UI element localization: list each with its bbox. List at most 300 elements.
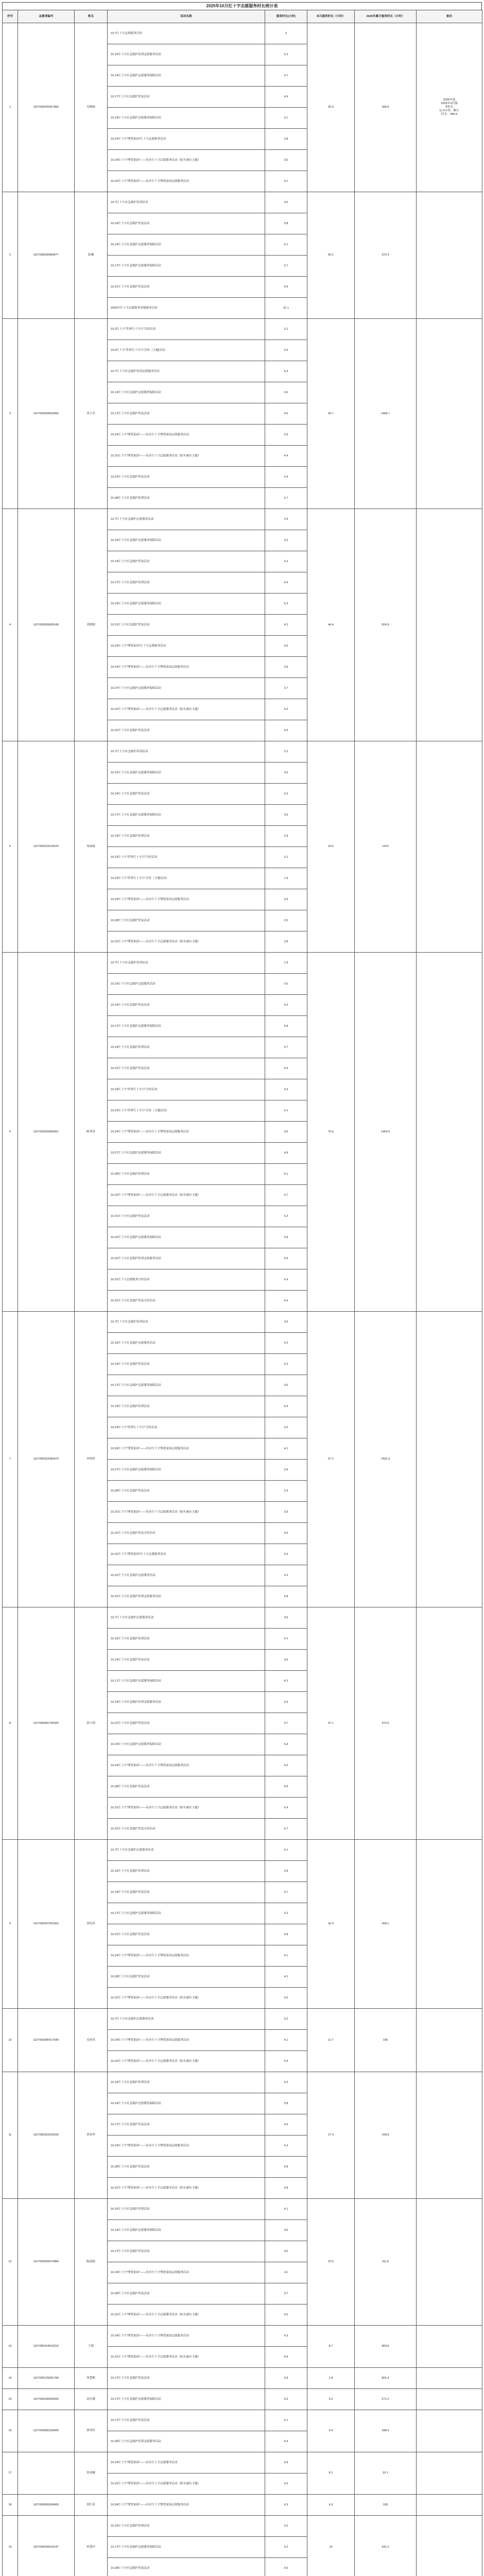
activity-cell: 10.17红十字应急救护志愿服务保障活动: [108, 1016, 265, 1037]
activity-hours-cell: 5.4: [265, 1734, 307, 1755]
activity-hours-cell: 3.5: [265, 762, 307, 784]
activity-hours-cell: 4.6: [265, 2114, 307, 2136]
month-total-cell: 29.6: [307, 741, 355, 953]
table-row: [3, 2516, 482, 2537]
table-row: [3, 2389, 482, 2410]
year-total-cell: 1476: [355, 741, 417, 953]
activity-cell: 10.31红十字“博爱家园”——社区红十字志愿服务活动（防灾减灾主题）: [108, 2051, 265, 2072]
activity-cell: 10.7红十字应急救护培训活动: [108, 192, 265, 213]
activity-hours-cell: 3.9: [265, 1227, 307, 1248]
activity-cell: 10.21红十字应急救护普及活动: [108, 1924, 265, 1945]
volunteer-name-cell: 吴桂英: [75, 2009, 108, 2072]
activity-hours-cell: 3.6: [265, 150, 307, 171]
activity-cell: 10.7红十字应急救护志愿服务活动: [108, 2009, 265, 2030]
activity-cell: 10.2红十字“世界红十字日”宣传活动: [108, 319, 265, 340]
activity-cell: 10.31红十字应急救护志愿服务活动: [108, 1565, 265, 1586]
volunteer-id-cell: GZY000309928148: [18, 509, 75, 741]
volunteer-id-cell: GZY000225457983: [18, 23, 75, 192]
hours-table: [2, 10, 482, 2576]
activity-hours-cell: 5.2: [265, 1206, 307, 1227]
activity-cell: 10.17红十字应急救护普及活动: [108, 2114, 265, 2136]
volunteer-name-cell: 张小明: [75, 1607, 108, 1840]
col-seq: 序号: [3, 10, 18, 23]
activity-hours-cell: 2.4: [265, 509, 307, 530]
activity-hours-cell: 5.2: [265, 2537, 307, 2558]
volunteer-name-cell: 周丽丽: [75, 741, 108, 953]
activity-hours-cell: 5.3: [265, 2389, 307, 2410]
activity-cell: 10.28红十字应急救护普及活动: [108, 910, 265, 931]
activity-cell: 10.31红十字志愿服务宣传活动: [108, 1269, 265, 1291]
year-total-cell: 863.8: [355, 2326, 417, 2368]
timesheet: [2, 2, 482, 2576]
month-total-cell: 32.4: [307, 1840, 355, 2009]
activity-cell: 10.17红十字应急救护培训活动: [108, 572, 265, 594]
activity-cell: 10.24红十字“博爱家园”——社区红十字博爱家园志愿服务活动: [108, 2495, 265, 2516]
seq-cell: 1: [3, 23, 18, 192]
month-total-cell: 2.8: [307, 2368, 355, 2389]
activity-cell: 10.14红十字应急救护志愿服务保障活动: [108, 234, 265, 256]
activity-hours-cell: 4.4: [265, 2051, 307, 2072]
year-total-cell: 165: [355, 2009, 417, 2072]
activity-hours-cell: 4.8: [265, 1924, 307, 1945]
sheet-title: 2025年10月红十字志愿服务时长统计表: [2, 2, 482, 10]
activity-hours-cell: 4.3: [265, 2326, 307, 2347]
activity-cell: 10.21红十字应急救护普及活动: [108, 1058, 265, 1079]
note-cell: [417, 2495, 482, 2516]
seq-cell: 3: [3, 319, 18, 509]
activity-cell: 10.31红十字应急救护普及活动: [108, 720, 265, 741]
activity-cell: 10.24红十字“博爱家园”——社区红十字志愿服务活动（防灾减灾主题）: [108, 150, 265, 171]
note-cell: [417, 2199, 482, 2326]
activity-cell: 10.7红十字应急救护培训活动: [108, 1312, 265, 1333]
activity-cell: 10.10红十字应急救护志愿服务保障活动: [108, 762, 265, 784]
volunteer-id-cell: GZY000315019476: [18, 741, 75, 953]
activity-hours-cell: 4.9: [265, 87, 307, 108]
month-total-cell: 11.7: [307, 2009, 355, 2072]
activity-hours-cell: 3.7: [265, 1882, 307, 1903]
activity-cell: 10.17红十字应急救护普及活动: [108, 403, 265, 425]
activity-cell: 10.31红十字应急救护普及宣传活动: [108, 1523, 265, 1544]
header-row: [3, 10, 482, 23]
activity-cell: 10.24红十字“博爱家园”——社区红十字博爱家园志愿服务活动: [108, 425, 265, 446]
activity-hours-cell: 3.6: [265, 1312, 307, 1333]
note-cell: [417, 2009, 482, 2072]
activity-hours-cell: 3.8: [265, 129, 307, 150]
activity-cell: 10.6红十字“世界红十字日”宣传（主题活动）: [108, 340, 265, 361]
activity-cell: 10.23红十字“世界红十字日”宣传活动: [108, 847, 265, 868]
volunteer-id-cell: GZY000325574084: [18, 2199, 75, 2326]
activity-cell: 10.14红十字应急救护普及活动: [108, 551, 265, 572]
seq-cell: 16: [3, 2410, 18, 2452]
activity-hours-cell: 3.7: [265, 2283, 307, 2304]
activity-hours-cell: 3.2: [265, 2009, 307, 2030]
activity-hours-cell: 4.9: [265, 1776, 307, 1798]
activity-hours-cell: 3.9: [265, 425, 307, 446]
year-total-cell: 306.8: [355, 23, 417, 192]
volunteer-name-cell: 吴晓丽: [75, 23, 108, 192]
activity-cell: 10.28红十字应急救护普及活动: [108, 2283, 265, 2304]
note-cell: [417, 953, 482, 1312]
table-row: [3, 2009, 482, 2030]
activity-cell: 10.17红十字应急救护志愿服务保障活动: [108, 1375, 265, 1396]
volunteer-id-cell: GZY000320684951: [18, 953, 75, 1312]
table-row: [3, 509, 482, 530]
activity-cell: 10.28红十字应急救护普及活动: [108, 2558, 265, 2576]
col-hours: 服务时长(小时): [265, 10, 307, 23]
activity-hours-cell: 4.1: [265, 171, 307, 192]
activity-hours-cell: 3.8: [265, 931, 307, 953]
seq-cell: 5: [3, 741, 18, 953]
activity-cell: 10.31红十字“博爱家园”——社区红十字博爱家园志愿服务活动: [108, 171, 265, 192]
activity-hours-cell: 2.9: [265, 826, 307, 847]
activity-cell: 10.10红十字应急救护培训志愿服务活动: [108, 44, 265, 65]
seq-cell: 7: [3, 1312, 18, 1607]
activity-cell: 10.28红十字应急救护培训活动: [108, 1164, 265, 1185]
col-note: 备注: [417, 10, 482, 23]
activity-hours-cell: 3.8: [265, 1861, 307, 1882]
activity-cell: 10.28红十字应急救护培训活动: [108, 488, 265, 509]
activity-cell: 10.19红十字应急救护培训活动: [108, 826, 265, 847]
volunteer-id-cell: GZY000396417549: [18, 2009, 75, 2072]
activity-hours-cell: 4.1: [265, 1438, 307, 1460]
year-total-cell: 311.9: [355, 2199, 417, 2326]
volunteer-name-cell: 李婷婷: [75, 1312, 108, 1607]
table-row: [3, 2495, 482, 2516]
activity-hours-cell: 3.6: [265, 2220, 307, 2241]
table-row: [3, 192, 482, 213]
activity-cell: 10.31红十字应急救护志愿服务保障活动: [108, 1227, 265, 1248]
col-name: 姓名: [75, 10, 108, 23]
activity-hours-cell: 2.7: [265, 488, 307, 509]
activity-cell: 10.19红十字应急救护培训活动: [108, 1396, 265, 1417]
volunteer-name-cell: 胡红英: [75, 2495, 108, 2516]
activity-cell: 10.23红十字“世界红十字日”宣传（主题活动）: [108, 1100, 265, 1122]
activity-hours-cell: 4.9: [265, 277, 307, 298]
activity-cell: 10.24红十字“博爱家园”——社区红十字志愿服务活动: [108, 2452, 265, 2473]
table-row: [3, 23, 482, 44]
activity-cell: 10.10红十字应急救护普及活动: [108, 213, 265, 234]
volunteer-name-cell: 黄春华: [75, 2072, 108, 2199]
activity-hours-cell: 5.8: [265, 1016, 307, 1037]
activity-hours-cell: 3.9: [265, 657, 307, 678]
activity-cell: 10.10红十字应急救护志愿服务保障活动: [108, 530, 265, 551]
activity-cell: 10.24红十字“博爱家园”红十字志愿服务活动: [108, 636, 265, 657]
activity-hours-cell: 4.2: [265, 1967, 307, 1988]
activity-hours-cell: 5.1: [265, 2410, 307, 2431]
activity-hours-cell: 3.9: [265, 889, 307, 910]
volunteer-name-cell: 张晨曦: [75, 2452, 108, 2495]
activity-cell: 10.28红十字应急救护普及活动: [108, 1481, 265, 1502]
note-cell: [417, 2410, 482, 2452]
activity-hours-cell: 4.3: [265, 2495, 307, 2516]
activity-hours-cell: 4.1: [265, 1840, 307, 1861]
seq-cell: 2: [3, 192, 18, 319]
activity-cell: 10.31红十字“博爱家园”——社区红十字志愿服务活动（防灾减灾主题）: [108, 2473, 265, 2495]
note-cell: [417, 2072, 482, 2199]
year-total-cell: 338.4: [355, 2410, 417, 2452]
activity-cell: 10.7红十字应急救护培训活动: [108, 953, 265, 974]
seq-cell: 14: [3, 2368, 18, 2389]
volunteer-name-cell: 刘月娥: [75, 2389, 108, 2410]
activity-hours-cell: 4.4: [265, 1396, 307, 1417]
note-cell: [417, 192, 482, 319]
activity-cell: 10.23红十字应急救护志愿服务保障活动: [108, 1734, 265, 1755]
seq-cell: 17: [3, 2452, 18, 2495]
activity-hours-cell: 4.7: [265, 1185, 307, 1206]
seq-cell: 12: [3, 2199, 18, 2326]
volunteer-id-cell: GZY000290984677: [18, 192, 75, 319]
month-total-cell: 8.7: [307, 2326, 355, 2368]
activity-hours-cell: 4.3: [265, 2431, 307, 2452]
activity-cell: 10.19红十字应急救护志愿服务保障活动: [108, 108, 265, 129]
activity-hours-cell: 4.2: [265, 699, 307, 720]
activity-cell: 10.7红十字志愿服务宣传: [108, 23, 265, 44]
activity-cell: 10.7红十字应急救护志愿服务活动: [108, 1607, 265, 1629]
activity-hours-cell: 4.2: [265, 1565, 307, 1586]
seq-cell: 18: [3, 2495, 18, 2516]
activity-cell: 10.31红十字“博爱家园”——社区红十字志愿服务活动（防灾减灾主题）: [108, 1988, 265, 2009]
activity-hours-cell: 3.2: [265, 1903, 307, 1924]
activity-cell: 10.31红十字“博爱家园”——社区红十字志愿服务活动（防灾减灾主题）: [108, 446, 265, 467]
activity-hours-cell: 5.2: [265, 44, 307, 65]
activity-hours-cell: 4.1: [265, 1945, 307, 1967]
activity-hours-cell: 4.1: [265, 2030, 307, 2051]
activity-cell: 10.14红十字应急救护普及活动: [108, 784, 265, 805]
activity-cell: 10.14红十字应急救护志愿服务保障活动: [108, 382, 265, 403]
volunteer-id-cell: GZY000166540456: [18, 2389, 75, 2410]
note-cell: 2025年度 2025年9月服 务时长 11.9小时，累计 时长：289.9: [417, 23, 482, 192]
seq-cell: 8: [3, 1607, 18, 1840]
activity-cell: 10.31红十字“博爱家园”——社区红十字志愿服务活动（防灾减灾主题）: [108, 699, 265, 720]
seq-cell: 15: [3, 2389, 18, 2410]
activity-cell: 10.31红十字“博爱家园”——社区红十字志愿服务活动（防灾减灾主题）: [108, 2178, 265, 2199]
activity-hours-cell: 4.6: [265, 1523, 307, 1544]
seq-cell: 10: [3, 2009, 18, 2072]
activity-hours-cell: 3.8: [265, 213, 307, 234]
activity-hours-cell: 4.4: [265, 361, 307, 382]
volunteer-id-cell: GZY000125081794: [18, 2368, 75, 2389]
note-cell: [417, 1312, 482, 1607]
activity-hours-cell: 4.1: [265, 2199, 307, 2220]
activity-hours-cell: 5.8: [265, 2157, 307, 2178]
activity-cell: 10.23红十字“世界红十字日”宣传活动: [108, 1079, 265, 1100]
seq-cell: 9: [3, 1840, 18, 2009]
activity-cell: 10.23红十字“世界红十字日”宣传（主题活动）: [108, 868, 265, 889]
month-total-cell: 75.5: [307, 953, 355, 1312]
activity-hours-cell: 4.1: [265, 2262, 307, 2283]
volunteer-id-cell: GZY000299003450: [18, 319, 75, 509]
activity-hours-cell: 2.8: [265, 2368, 307, 2389]
note-cell: [417, 1840, 482, 2009]
activity-hours-cell: 2.5: [265, 1417, 307, 1438]
activity-hours-cell: 4.4: [265, 1291, 307, 1312]
month-total-cell: 27.4: [307, 2072, 355, 2199]
activity-cell: 10.24红十字“博爱家园”——社区红十字博爱家园志愿服务活动: [108, 1755, 265, 1776]
activity-cell: 10.28红十字应急救护培训志愿服务活动: [108, 2431, 265, 2452]
year-total-cell: 1458.7: [355, 319, 417, 509]
activity-hours-cell: 3.3: [265, 1079, 307, 1100]
activity-hours-cell: 3.9: [265, 2452, 307, 2473]
activity-hours-cell: 5.4: [265, 1269, 307, 1291]
activity-cell: 10.31红十字“博爱家园”——社区红十字志愿服务活动（防灾减灾主题）: [108, 1798, 265, 1819]
activity-hours-cell: 4.2: [265, 2072, 307, 2093]
seq-cell: 4: [3, 509, 18, 741]
activity-hours-cell: 2.2: [265, 741, 307, 762]
table-row: [3, 2326, 482, 2347]
activity-cell: 10.7红十字应急救护培训活动: [108, 741, 265, 762]
activity-cell: 10.24红十字“博爱家园”——社区红十字博爱家园志愿服务活动: [108, 1438, 265, 1460]
activity-hours-cell: 2.5: [265, 910, 307, 931]
volunteer-name-cell: 廖翠萍: [75, 2410, 108, 2452]
activity-hours-cell: 4.2: [265, 1333, 307, 1354]
month-total-cell: 5.3: [307, 2389, 355, 2410]
activity-cell: 10.17红十字应急救护普及活动: [108, 2241, 265, 2262]
year-total-cell: 541.3: [355, 2516, 417, 2576]
seq-cell: 19: [3, 2516, 18, 2576]
activity-cell: 10.23红十字应急救护普及活动: [108, 467, 265, 488]
activity-hours-cell: 4.2: [265, 2473, 307, 2495]
month-total-cell: 8.1: [307, 2452, 355, 2495]
activity-cell: 10.28红十字应急救护普及活动: [108, 1776, 265, 1798]
activity-cell: 10.28红十字应急救护普及活动: [108, 2157, 265, 2178]
activity-hours-cell: 4.6: [265, 2558, 307, 2576]
note-cell: [417, 1607, 482, 1840]
activity-hours-cell: 1.9: [265, 953, 307, 974]
year-total-cell: 271.2: [355, 2389, 417, 2410]
year-total-cell: 1464.9: [355, 953, 417, 1312]
activity-cell: 10.27红十字应急救护志愿服务保障活动: [108, 678, 265, 699]
seq-cell: 13: [3, 2326, 18, 2368]
col-month-total: 本月服务时长（小时）: [307, 10, 355, 23]
activity-cell: 10.10红十字应急救护培训活动: [108, 2072, 265, 2093]
activity-hours-cell: 4.2: [265, 2516, 307, 2537]
activity-hours-cell: 4.2: [265, 551, 307, 572]
note-cell: [417, 2326, 482, 2368]
volunteer-name-cell: 邓子杰: [75, 319, 108, 509]
year-total-cell: 459.1: [355, 1840, 417, 2009]
activity-hours-cell: 4.1: [265, 234, 307, 256]
activity-cell: 10.31红十字“博爱家园”——社区红十字志愿服务活动（防灾减灾主题）: [108, 1502, 265, 1523]
volunteer-name-cell: 王娟: [75, 2326, 108, 2368]
activity-hours-cell: 31.1: [265, 298, 307, 319]
activity-hours-cell: 5.4: [265, 1798, 307, 1819]
activity-hours-cell: 2.1: [265, 319, 307, 340]
activity-hours-cell: 3.2: [265, 784, 307, 805]
table-row: [3, 2072, 482, 2093]
table-row: [3, 319, 482, 340]
activity-hours-cell: 3.5: [265, 2241, 307, 2262]
volunteer-name-cell: 刘凤英: [75, 1840, 108, 2009]
activity-cell: 10.19红十字应急救护培训志愿服务活动: [108, 1692, 265, 1713]
activity-cell: 10.31红十字应急救护普及宣传活动: [108, 1819, 265, 1840]
activity-hours-cell: 4.5: [265, 403, 307, 425]
table-row: [3, 2199, 482, 2220]
activity-cell: 10.10红十字应急救护志愿服务活动: [108, 974, 265, 995]
activity-cell: 10.10红十字应急救护培训活动: [108, 2516, 265, 2537]
activity-hours-cell: 5.3: [265, 1544, 307, 1565]
activity-cell: 10.21红十字应急救护普及活动: [108, 1713, 265, 1734]
activity-hours-cell: 5.4: [265, 1058, 307, 1079]
activity-cell: 10.14红十字应急救护普及活动: [108, 1354, 265, 1375]
volunteer-id-cell: GZY000397352302: [18, 1840, 75, 2009]
activity-hours-cell: 3.7: [265, 1037, 307, 1058]
activity-cell: 10.14红十字应急救护普及活动: [108, 995, 265, 1016]
activity-hours-cell: 4.8: [265, 1143, 307, 1164]
activity-cell: 10.14红十字应急救护志愿服务保障活动: [108, 2093, 265, 2114]
activity-cell: 10.31红十字“博爱家园”——社区红十字志愿服务活动（防灾减灾主题）: [108, 2347, 265, 2368]
year-total-cell: 824.9: [355, 509, 417, 741]
activity-hours-cell: 4.1: [265, 1100, 307, 1122]
table-row: [3, 741, 482, 762]
activity-cell: 10.17红十字应急救护志愿服务保障活动: [108, 1671, 265, 1692]
activity-cell: 10.28红十字应急救护普及活动: [108, 1967, 265, 1988]
activity-hours-cell: 4.2: [265, 2136, 307, 2157]
year-total-cell: 372.4: [355, 192, 417, 319]
activity-hours-cell: 4.2: [265, 615, 307, 636]
activity-cell: 10.31红十字应急救护培训志愿服务活动: [108, 1586, 265, 1607]
activity-hours-cell: 4.4: [265, 572, 307, 594]
activity-cell: 10.14红十字应急救护普及活动: [108, 1650, 265, 1671]
activity-cell: 10.17红十字应急救护志愿服务保障活动: [108, 2537, 265, 2558]
activity-cell: 10.31红十字应急救护培训志愿服务活动: [108, 1248, 265, 1269]
activity-cell: 10.10红十字应急救护培训活动: [108, 1861, 265, 1882]
table-row: [3, 1312, 482, 1333]
activity-cell: 10.31红十字“博爱家园”红十字志愿服务活动: [108, 1544, 265, 1565]
activity-cell: 10.7红十字应急救护志愿服务活动: [108, 509, 265, 530]
activity-hours-cell: 2.5: [265, 340, 307, 361]
activity-cell: 10.17红十字应急救护志愿服务保障活动: [108, 256, 265, 277]
volunteer-id-cell: GZY000154916313: [18, 2326, 75, 2368]
volunteer-id-cell: GZY000095506469: [18, 2495, 75, 2516]
activity-hours-cell: 5.8: [265, 1586, 307, 1607]
activity-cell: 10.21红十字应急救护普及活动: [108, 615, 265, 636]
table-row: [3, 953, 482, 974]
table-row: [3, 1607, 482, 1629]
activity-cell: 10.7红十字应急救护志愿服务活动: [108, 1840, 265, 1861]
volunteer-name-cell: 邓晓娟: [75, 509, 108, 741]
month-total-cell: 14: [307, 2516, 355, 2576]
activity-cell: 10.17红十字应急救护志愿服务保障活动: [108, 2389, 265, 2410]
activity-cell: 10.24红十字“博爱家园”——社区红十字博爱家园志愿服务活动: [108, 2326, 265, 2347]
activity-hours-cell: 3.6: [265, 805, 307, 826]
volunteer-name-cell: 陈秀英: [75, 953, 108, 1312]
activity-hours-cell: 1.9: [265, 868, 307, 889]
activity-cell: 10.27红十字应急救护志愿服务保障活动: [108, 1460, 265, 1481]
activity-hours-cell: 4.1: [265, 1629, 307, 1650]
year-total-cell: 100: [355, 2495, 417, 2516]
month-total-cell: 23.5: [307, 2199, 355, 2326]
activity-hours-cell: 4.7: [265, 1819, 307, 1840]
table-row: [3, 2368, 482, 2389]
activity-hours-cell: 3.9: [265, 1502, 307, 1523]
activity-cell: 10.17红十字应急救护普及活动: [108, 87, 265, 108]
year-total-cell: 472.5: [355, 1607, 417, 1840]
note-cell: [417, 741, 482, 953]
activity-hours-cell: 3.8: [265, 2093, 307, 2114]
volunteer-name-cell: 何慧玲: [75, 2516, 108, 2576]
activity-hours-cell: 2.4: [265, 1481, 307, 1502]
activity-cell: 10.19红十字应急救护培训活动: [108, 1037, 265, 1058]
activity-cell: 10.17红十字应急救护志愿服务保障活动: [108, 805, 265, 826]
activity-hours-cell: 4.6: [265, 636, 307, 657]
activity-hours-cell: 4.5: [265, 2304, 307, 2326]
activity-cell: 10.10红十字应急救护培训活动: [108, 2199, 265, 2220]
activity-hours-cell: 3.6: [265, 1607, 307, 1629]
year-total-cell: 801.4: [355, 2368, 417, 2389]
month-total-cell: 26.9: [307, 23, 355, 192]
activity-cell: 10.31红十字应急救护普及活动: [108, 1206, 265, 1227]
activity-cell: 2025年红十字志愿服务基地服务活动: [108, 298, 265, 319]
